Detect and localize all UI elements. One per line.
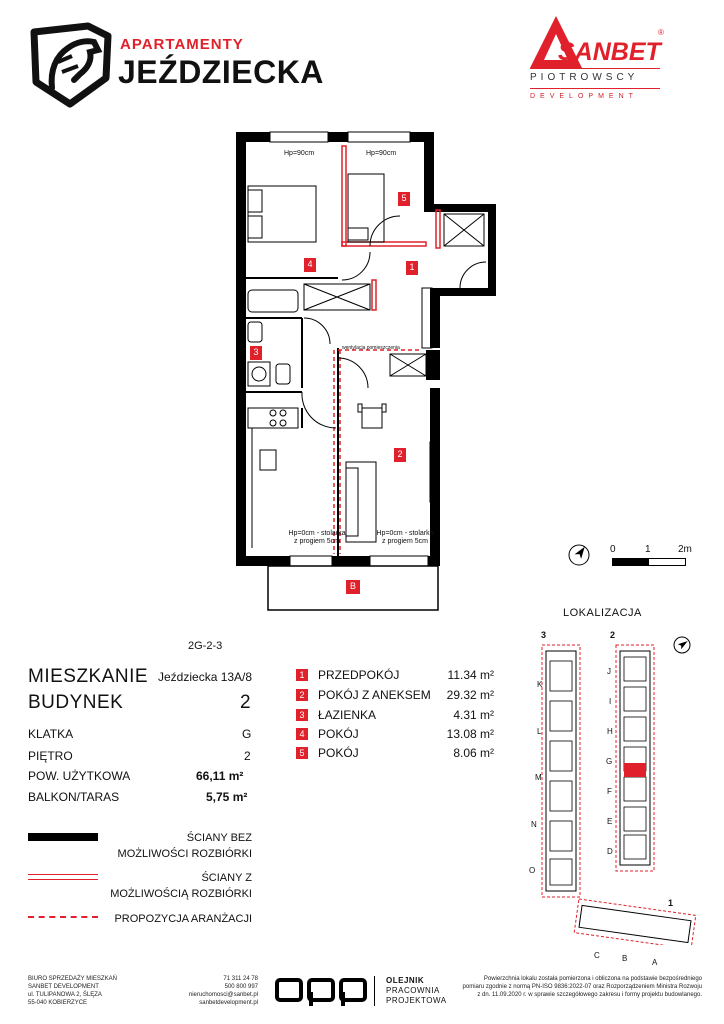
email[interactable]: nieruchomosci@sanbet.pl (188, 992, 258, 998)
brand-top: APARTAMENTY (120, 36, 244, 53)
studio-line2: PRACOWNIA (386, 986, 440, 995)
stair-O: O (529, 866, 536, 875)
room-name-1: PRZEDPOKÓJ (318, 668, 400, 682)
stair-C: C (594, 951, 600, 960)
office-line3: ul. TULIPANOWA 2, ŚLĘZA (28, 992, 102, 998)
room-label-1: 1 (409, 262, 415, 272)
pietro-value: 2 (244, 749, 251, 763)
room-num-1: 1 (296, 669, 308, 681)
room-num-2: 2 (296, 689, 308, 701)
room-label-2: 2 (397, 449, 403, 459)
location-map (520, 625, 710, 945)
pietro-label: PIĘTRO (28, 749, 73, 763)
mieszkanie-label: MIESZKANIE (28, 666, 149, 687)
room-area-2: 29.32 m² (446, 688, 494, 702)
scale-two: 2m (678, 544, 692, 555)
stair-L: L (537, 727, 542, 736)
scale-zero: 0 (610, 544, 616, 555)
stair-M: M (535, 773, 542, 782)
office-title: BIURO SPRZEDAŻY MIESZKAŃ (28, 976, 117, 982)
legend-removable-wall-text: ŚCIANY Z MOŻLIWOŚCIĄ ROZBIÓRKI (110, 872, 252, 900)
floor-plan (230, 128, 500, 618)
phone2[interactable]: 500 800 997 (224, 984, 258, 990)
developer-divider-2 (530, 88, 660, 89)
klatka-value: G (242, 727, 252, 741)
window-note-left: Hp=90cm (284, 150, 315, 157)
brand-bottom: JEŹDZIECKA (118, 54, 324, 90)
phone1[interactable]: 71 311 24 78 (223, 976, 258, 982)
location-title: LOKALIZACJA (563, 607, 642, 619)
room-area-5: 8.06 m² (453, 746, 494, 760)
legend-proposal-text: PROPOZYCJA ARANŻACJI (114, 913, 252, 925)
disclaimer-line3: z dn. 11.09.2020 r. w sprawie szczegółowego zakresu i formy projektu budowlanego. (477, 992, 702, 998)
room-num-5: 5 (296, 747, 308, 759)
developer-sub2: DEVELOPMENT (530, 93, 638, 100)
studio-name (386, 976, 447, 1006)
stair-I: I (609, 697, 612, 706)
klatka-label: KLATKA (28, 727, 74, 741)
studio-line1: OLEJNIK (386, 976, 425, 985)
balkon-label: BALKON/TARAS (28, 790, 120, 804)
developer-divider (530, 68, 660, 69)
disclaimer (462, 975, 702, 999)
room-area-1: 11.34 m² (447, 668, 494, 682)
contact-info (158, 975, 258, 1007)
room-label-5: 5 (401, 193, 407, 203)
stair-J: J (607, 667, 611, 676)
room-num-4: 4 (296, 728, 308, 740)
door-note-left: Hp=0cm - stolarka z progiem 5cm (288, 530, 346, 545)
room-area-3: 4.31 m² (453, 708, 494, 722)
apartment-code: 2G-2-3 (188, 640, 223, 652)
disclaimer-line1: Powierzchnia lokalu została pomierzona i obliczona na podstawie bezpośredniego (483, 976, 702, 982)
legend-proposal-swatch (28, 916, 98, 918)
room-name-3: ŁAZIENKA (318, 708, 377, 722)
balcony-label: B (349, 581, 356, 591)
opp-divider (374, 976, 375, 1006)
developer-sub1: PIOTROWSCY (530, 72, 639, 83)
room-name-5: POKÓJ (318, 746, 359, 760)
stair-E: E (607, 817, 613, 826)
legend-removable-wall-swatch (28, 874, 98, 880)
pow-value: 66,11 m² (196, 769, 244, 783)
window-note-right: Hp=90cm (366, 150, 397, 157)
stair-A: A (652, 958, 658, 967)
scale-bar (612, 558, 686, 566)
room-label-4: 4 (307, 259, 313, 269)
budynek-label: BUDYNEK (28, 692, 124, 713)
stair-F: F (607, 787, 612, 796)
legend-fixed-wall-swatch (28, 833, 98, 841)
budynek-value: 2 (240, 692, 252, 713)
office-line2: SANBET DEVELOPMENT (28, 984, 99, 990)
vent-note: wentylacja pomieszczenia (342, 345, 400, 351)
office-info (28, 975, 148, 1007)
stair-K: K (537, 680, 543, 689)
stair-D: D (607, 847, 613, 856)
disclaimer-line2: pomiaru zgodnie z normą PN-ISO 9836:2022-07 oraz Rozporządzeniem Ministra Rozwoju (462, 984, 702, 990)
balkon-value: 5,75 m² (206, 790, 248, 804)
scale-one: 1 (645, 544, 651, 555)
developer-name: SANBET (558, 38, 661, 66)
north-arrow-icon (567, 543, 591, 567)
building-1-label: 1 (668, 898, 674, 908)
stair-G: G (606, 757, 613, 766)
room-name-4: POKÓJ (318, 727, 359, 741)
building-3-label: 3 (541, 630, 547, 640)
website[interactable]: sanbetdevelopment.pl (199, 1000, 258, 1006)
building-2-label: 2 (610, 630, 616, 640)
opp-logo-icon (275, 976, 367, 1006)
room-area-4: 13.08 m² (446, 727, 494, 741)
horse-logo-icon (28, 22, 114, 108)
legend-fixed-wall-text: ŚCIANY BEZ MOŻLIWOŚCI ROZBIÓRKI (117, 832, 252, 860)
studio-line3: PROJEKTOWA (386, 996, 447, 1005)
stair-B: B (622, 954, 628, 963)
office-line4: 55-040 KOBIERZYCE (28, 1000, 88, 1006)
door-note-right: Hp=0cm - stolarka z progiem 5cm (376, 530, 434, 545)
stair-N: N (531, 820, 537, 829)
address: Jeździecka 13A/8 (158, 670, 253, 684)
room-name-2: POKÓJ Z ANEKSEM (318, 688, 431, 702)
developer-mark: ® (658, 28, 664, 37)
pow-label: POW. UŻYTKOWA (28, 769, 131, 783)
room-num-3: 3 (296, 709, 308, 721)
stair-H: H (607, 727, 613, 736)
room-label-3: 3 (253, 347, 259, 357)
